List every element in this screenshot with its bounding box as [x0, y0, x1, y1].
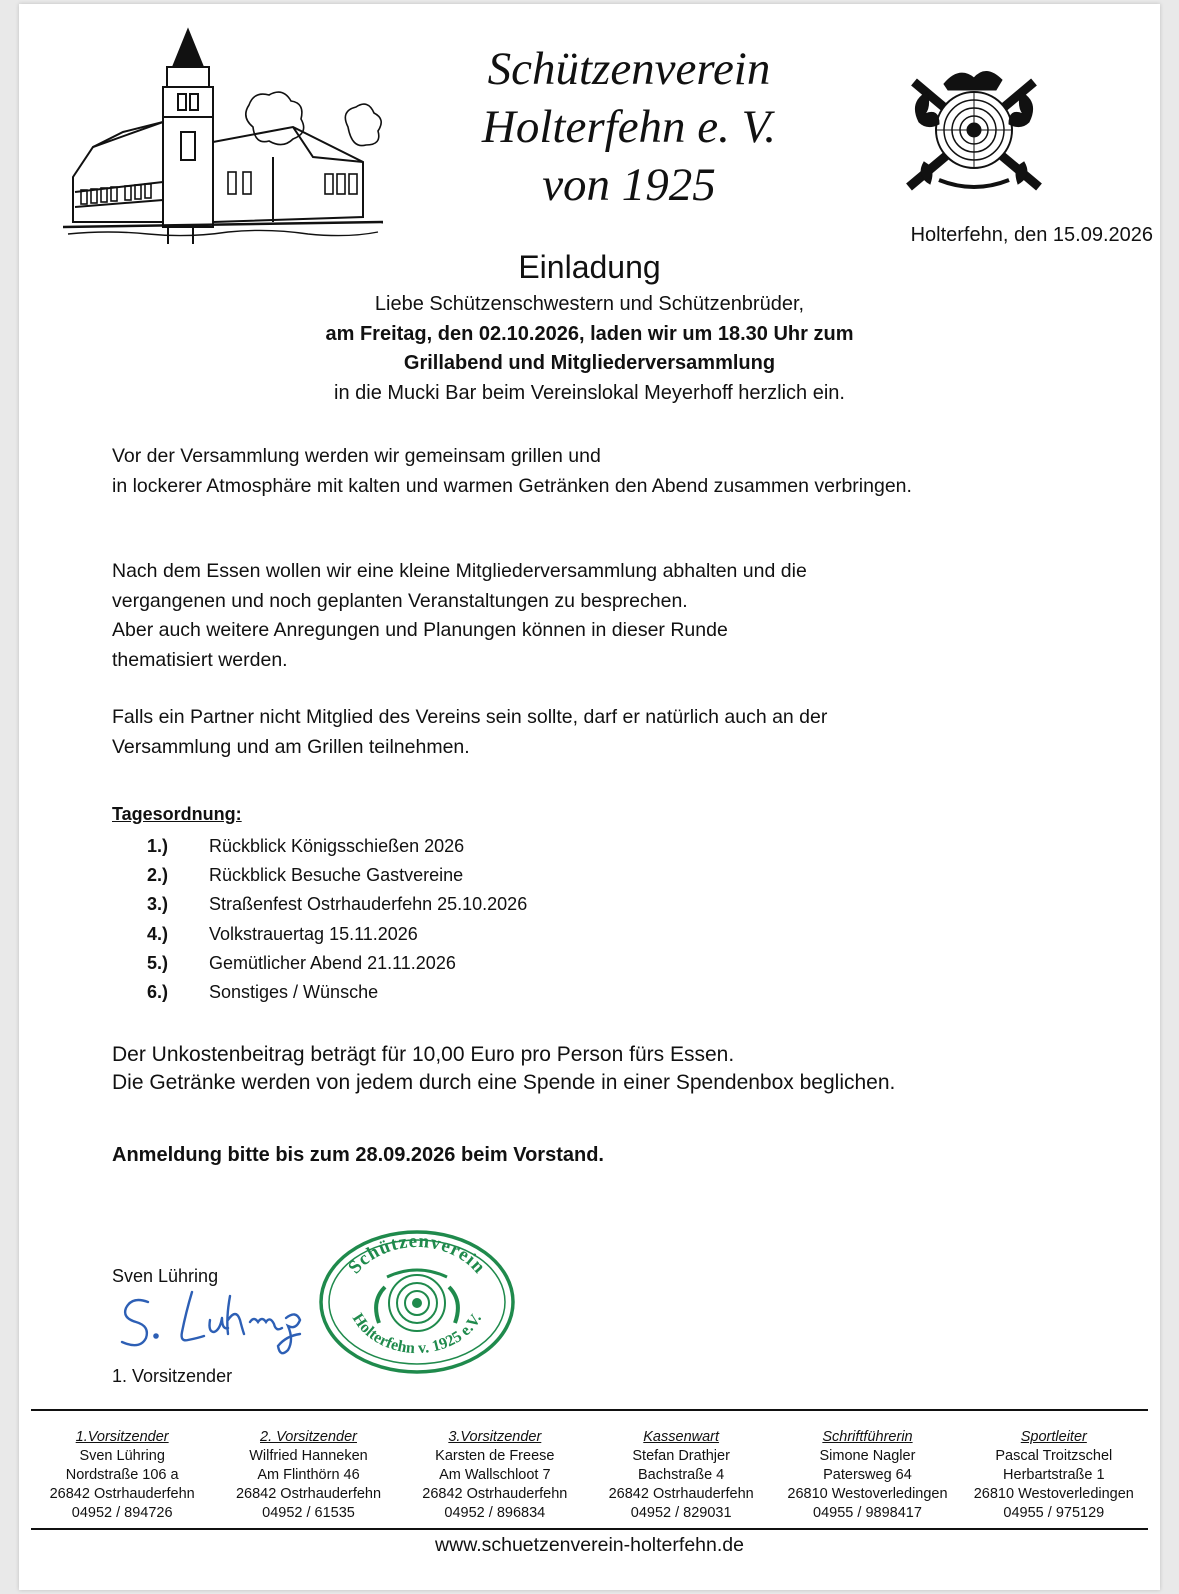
club-title	[429, 40, 829, 214]
contact-column	[215, 1428, 401, 1523]
contact-column	[29, 1428, 215, 1523]
contact-city: 26842 Ostrhauderfehn	[608, 1486, 754, 1502]
contact-city: 26842 Ostrhauderfehn	[49, 1486, 195, 1502]
stamp-text-top: Schützenverein	[344, 1230, 490, 1279]
handwritten-signature	[114, 1286, 324, 1356]
website-link[interactable]: www.schuetzenverein-holterfehn.de	[435, 1534, 744, 1556]
contact-street: Herbartstraße 1	[1003, 1467, 1105, 1483]
contact-column	[402, 1428, 588, 1523]
signer-name: Sven Lühring	[112, 1266, 219, 1286]
agenda-text: Straßenfest Ostrhauderfehn 25.10.2026	[209, 894, 528, 915]
paragraph-meeting	[112, 557, 807, 675]
agenda-item	[147, 890, 527, 919]
event-location-line: in die Mucki Bar beim Vereinslokal Meyerhoff herzlich ein.	[334, 382, 845, 404]
contact-phone: 04952 / 894726	[71, 1505, 173, 1521]
paragraph-line: vergangenen und noch geplanten Veranstaltungen zu besprechen.	[112, 589, 688, 612]
greeting: Liebe Schützenschwestern und Schützenbrüder,	[374, 293, 805, 315]
paragraph-line: Aber auch weitere Anregungen und Planungen können in dieser Runde	[112, 619, 728, 641]
svg-text:Holterfehn v. 1925 e.V.	[349, 1310, 485, 1357]
signer-title: 1. Vorsitzender	[112, 1366, 233, 1386]
cost-info	[112, 1041, 895, 1097]
agenda-heading: Tagesordnung:	[112, 804, 242, 824]
contact-street: Patersweg 64	[823, 1467, 912, 1483]
agenda-number: 5.)	[147, 952, 169, 973]
contact-column	[774, 1428, 960, 1523]
club-title-line-1: Schützenverein	[487, 43, 771, 95]
contact-city: 26810 Westoverledingen	[787, 1486, 948, 1502]
contact-role: Schriftführerin	[822, 1429, 913, 1445]
church-illustration	[63, 22, 393, 247]
agenda-text: Volkstrauertag 15.11.2026	[209, 923, 418, 944]
registration-deadline: Anmeldung bitte bis zum 28.09.2026 beim Vorstand.	[112, 1144, 604, 1166]
contact-role: 1.Vorsitzender	[75, 1429, 169, 1445]
agenda-text: Sonstiges / Wünsche	[209, 982, 379, 1003]
contact-role: 2. Vorsitzender	[260, 1429, 357, 1445]
contact-role: Kassenwart	[643, 1429, 720, 1445]
club-title-line-2: Holterfehn e. V.	[481, 101, 777, 153]
paragraph-line: in lockerer Atmosphäre mit kalten und warmen Getränken den Abend zusammen verbringen.	[112, 474, 912, 497]
paragraph-partner	[112, 703, 827, 762]
target-emblem-icon	[894, 62, 1054, 202]
cost-line-1: Der Unkostenbeitrag beträgt für 10,00 Euro pro Person fürs Essen.	[112, 1043, 735, 1066]
footer-divider-bottom	[31, 1528, 1148, 1530]
agenda-number: 2.)	[147, 865, 169, 886]
contact-street: Nordstraße 106 a	[65, 1467, 179, 1483]
footer-divider-top	[31, 1409, 1148, 1411]
invitation-heading: Einladung	[518, 249, 661, 285]
paragraph-grill	[112, 442, 912, 501]
club-stamp	[317, 1227, 517, 1377]
contact-street: Am Flinthörn 46	[257, 1467, 360, 1483]
agenda-number: 4.)	[147, 923, 169, 944]
contact-name: Wilfried Hanneken	[249, 1448, 368, 1464]
agenda-text: Gemütlicher Abend 21.11.2026	[209, 952, 456, 973]
contact-city: 26810 Westoverledingen	[973, 1486, 1134, 1502]
contact-city: 26842 Ostrhauderfehn	[235, 1486, 382, 1502]
agenda-text: Rückblick Königsschießen 2026	[209, 836, 465, 857]
contact-name: Karsten de Freese	[435, 1448, 555, 1464]
contact-name: Simone Nagler	[819, 1448, 916, 1464]
contact-city: 26842 Ostrhauderfehn	[422, 1486, 568, 1502]
agenda-number: 6.)	[147, 982, 169, 1003]
paragraph-line: Versammlung und am Grillen teilnehmen.	[112, 735, 470, 758]
event-name-line: Grillabend und Mitgliederversammlung	[403, 352, 776, 374]
event-date-line: am Freitag, den 02.10.2026, laden wir um 18.30 Uhr zum	[325, 323, 854, 345]
contact-column	[588, 1428, 774, 1523]
agenda-list	[147, 832, 527, 1007]
contact-name: Pascal Troitzschel	[995, 1448, 1113, 1464]
paragraph-line: Nach dem Essen wollen wir eine kleine Mitgliederversammlung abhalten und die	[112, 560, 807, 582]
contact-phone: 04955 / 9898417	[813, 1505, 922, 1521]
paragraph-line: thematisiert werden.	[112, 648, 288, 671]
board-contacts	[29, 1428, 1147, 1523]
contact-phone: 04952 / 896834	[444, 1505, 546, 1521]
agenda-number: 1.)	[147, 836, 169, 857]
contact-phone: 04952 / 61535	[262, 1505, 355, 1521]
agenda-item	[147, 920, 527, 949]
agenda-text: Rückblick Besuche Gastvereine	[209, 865, 464, 886]
contact-street: Bachstraße 4	[638, 1467, 725, 1483]
agenda-item	[147, 832, 527, 861]
stamp-text-bottom: Holterfehn v. 1925 e.V.	[348, 1310, 486, 1358]
paragraph-line: Falls ein Partner nicht Mitglied des Vereins sein sollte, darf er natürlich auch an der	[112, 706, 828, 728]
agenda-item	[147, 949, 527, 978]
contact-phone: 04952 / 829031	[630, 1505, 732, 1521]
agenda-item	[147, 978, 527, 1007]
contact-street: Am Wallschloot 7	[439, 1467, 551, 1483]
contact-name: Stefan Drathjer	[632, 1448, 730, 1464]
place-date: Holterfehn, den 15.09.2026	[910, 224, 1153, 246]
contact-name: Sven Lühring	[79, 1448, 165, 1464]
document-page	[19, 4, 1160, 1590]
contact-phone: 04955 / 975129	[1003, 1505, 1105, 1521]
paragraph-line: Vor der Versammlung werden wir gemeinsam grillen und	[112, 445, 601, 467]
contact-role: Sportleiter	[1020, 1429, 1087, 1445]
contact-role: 3.Vorsitzender	[448, 1429, 542, 1445]
agenda-item	[147, 861, 527, 890]
agenda-number: 3.)	[147, 894, 169, 915]
cost-line-2: Die Getränke werden von jedem durch eine Spende in einer Spendenbox beglichen.	[112, 1071, 896, 1094]
club-title-line-3: von 1925	[542, 159, 716, 211]
contact-column	[961, 1428, 1147, 1523]
